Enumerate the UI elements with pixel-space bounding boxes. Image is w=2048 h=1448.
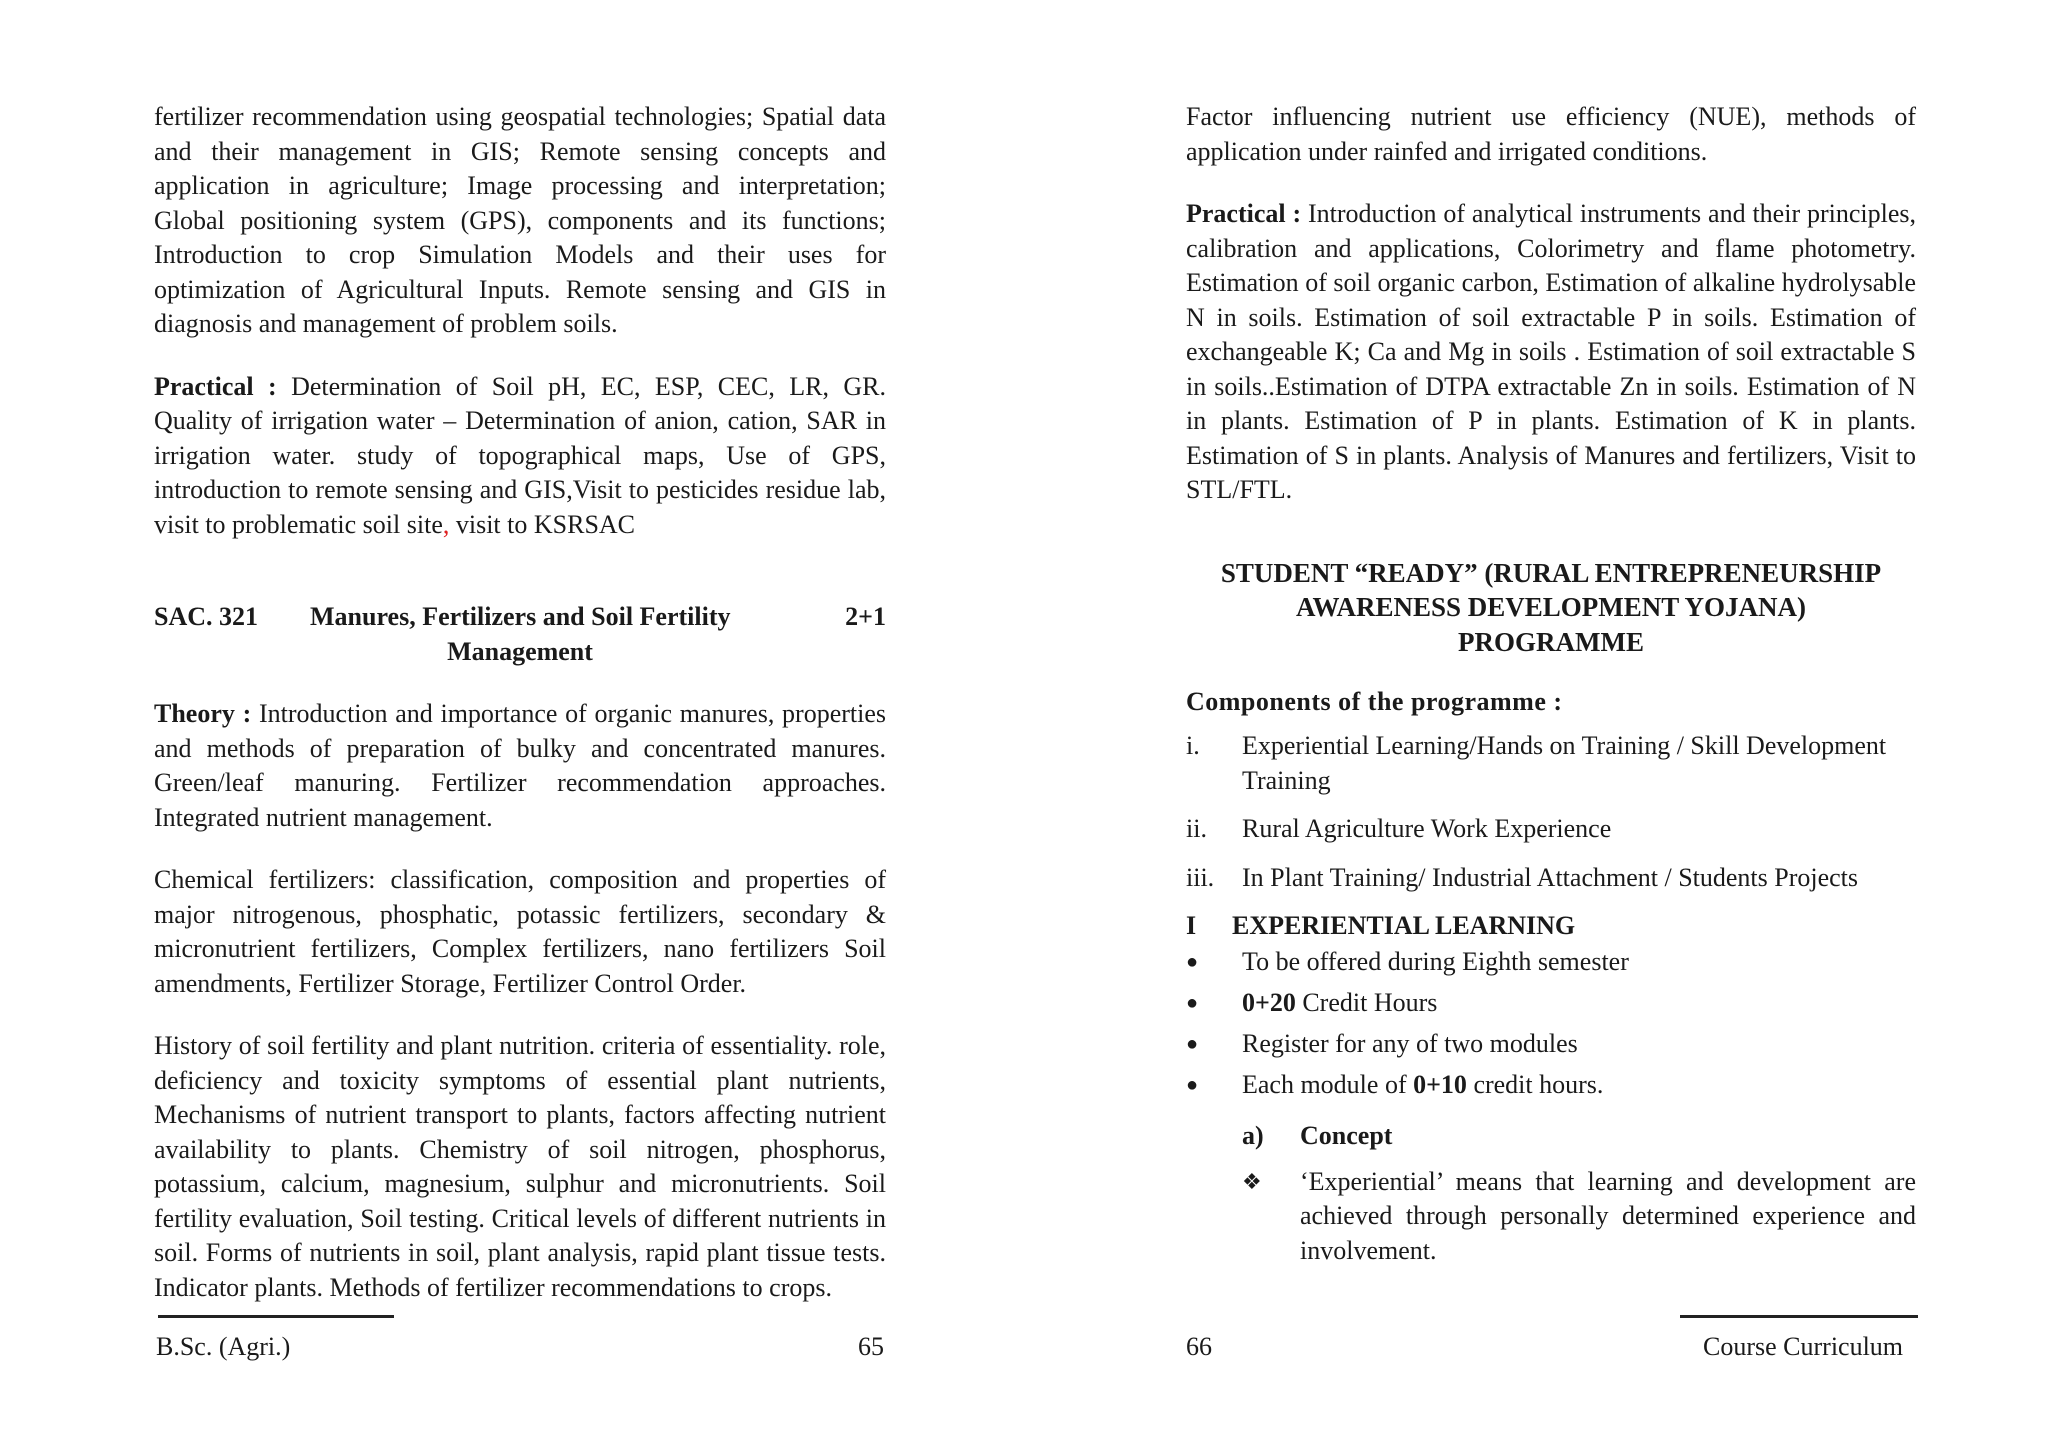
footer-rule: [158, 1315, 394, 1318]
module-text-post: credit hours.: [1466, 1070, 1604, 1099]
footer-label: Course Curriculum: [1703, 1332, 1904, 1361]
subsection-letter: a): [1242, 1120, 1264, 1150]
practical-end: visit to KSRSAC: [449, 509, 636, 539]
list-item: [1186, 986, 1916, 1021]
list-item-text: Experiential Learning/Hands on Training / Skill Development Training: [1242, 731, 1887, 795]
subsection-heading: [1186, 1121, 1916, 1151]
programme-title-line2: AWARENESS DEVELOPMENT YOJANA): [1295, 592, 1807, 622]
credit-value: 0+20: [1242, 988, 1296, 1017]
list-item: [1186, 812, 1916, 847]
footer-rule: [1680, 1315, 1918, 1318]
components-list: [1186, 729, 1916, 895]
page-number: 66: [1186, 1332, 1212, 1361]
module-text-pre: Each module of: [1242, 1070, 1414, 1099]
course-credits: 2+1: [845, 602, 886, 631]
components-heading: Components of the programme :: [1186, 687, 1563, 716]
list-item-number: i.: [1186, 731, 1200, 760]
nue-paragraph: Factor influencing nutrient use efficiency (NUE), methods of application under rainfed and irrigated conditions.: [1186, 102, 1916, 166]
list-item-text: [1242, 986, 1437, 1021]
practical-comma: ,: [442, 509, 450, 539]
list-item-text: Rural Agriculture Work Experience: [1242, 814, 1612, 843]
list-item-text: In Plant Training/ Industrial Attachment / Students Projects: [1242, 862, 1859, 892]
intro-paragraph: fertilizer recommendation using geospatial technologies; Spatial data and their management in GIS; Remote sensing concepts and application in agriculture; Image processing and interpretation; Global positioning system (GPS), components and its functions; Introduction to crop Simulation Models and their uses for optimization of Agricultural Inputs. Remote sensing and GIS in diagnosis and management of problem soils.: [154, 102, 886, 338]
theory-text: Introduction and importance of organic manures, properties and methods of preparation of bulky and concentrated manures. Green/leaf manuring. Fertilizer recommendation approaches. Integrated nutrient management.: [154, 699, 886, 832]
list-item-number: iii.: [1186, 862, 1215, 892]
practical-paragraph: [154, 370, 886, 543]
diamond-bullet-icon: ❖: [1242, 1168, 1262, 1194]
list-item-text: Register for any of two modules: [1242, 1029, 1578, 1058]
programme-title-line3: PROGRAMME: [1458, 626, 1644, 657]
section-heading: [1186, 911, 1916, 941]
concept-item: [1186, 1165, 1916, 1269]
course-title-line2: Management: [447, 636, 593, 666]
section-title: EXPERIENTIAL LEARNING: [1232, 911, 1576, 940]
footer-label: B.Sc. (Agri.): [156, 1332, 291, 1361]
bullet-icon: ●: [1186, 1033, 1199, 1055]
bullet-icon: ●: [1186, 1074, 1199, 1096]
theory-label: Theory :: [154, 699, 252, 728]
course-heading: [154, 600, 886, 669]
list-item: [1186, 1068, 1916, 1103]
course-code: SAC. 321: [154, 602, 259, 631]
practical-label: Practical :: [1186, 199, 1302, 228]
right-page-content: [1186, 100, 1916, 1268]
module-credit-value: 0+10: [1413, 1070, 1467, 1099]
left-page-content: [154, 100, 886, 1305]
practical-label: Practical :: [154, 371, 277, 401]
right-page: [1024, 0, 2048, 1448]
bullet-list: [1186, 945, 1916, 1103]
practical-paragraph: [1186, 197, 1916, 508]
list-item-text: [1242, 1068, 1603, 1103]
list-item-text: To be offered during Eighth semester: [1242, 947, 1629, 976]
theory-paragraph: [154, 697, 886, 835]
bullet-icon: ●: [1186, 951, 1199, 973]
list-item: [1186, 1027, 1916, 1062]
list-item-number: ii.: [1186, 814, 1207, 843]
practical-text: Determination of Soil pH, EC, ESP, CEC, LR, GR. Quality of irrigation water – Determination of anion, cation, SAR in irrigation water. study of topographical maps, Use of GPS, introduction to remote sensing and GIS,Visit to pesticides residue lab, visit to problematic soil site: [154, 371, 886, 539]
programme-title: [1186, 556, 1916, 660]
chemical-fertilizers-paragraph: Chemical fertilizers: classification, composition and properties of major nitrogenous, phosphatic, potassic fertilizers, secondary & micronutrient fertilizers, Complex fertilizers, nano fertilizers Soil amendments, Fertilizer Storage, Fertilizer Control Order.: [154, 865, 886, 998]
subsection-title: Concept: [1300, 1120, 1393, 1150]
list-item: [1186, 861, 1916, 896]
bullet-icon: ●: [1186, 992, 1199, 1014]
list-item: [1186, 945, 1916, 980]
list-item: [1186, 729, 1916, 798]
course-title-line1: Manures, Fertilizers and Soil Fertility: [310, 602, 731, 631]
programme-title-line1: STUDENT “READY” (RURAL ENTREPRENEURSHIP: [1220, 557, 1882, 588]
credit-label: Credit Hours: [1295, 988, 1438, 1017]
section-number: I: [1186, 911, 1197, 940]
practical-text: Introduction of analytical instruments and their principles, calibration and applications, Colorimetry and flame photometry. Estimation of soil organic carbon, Estimation of alkaline hydrolysable N in soils. Estimation of soil extractable P in soils. Estimation of exchangeable K; Ca and Mg in soils . Estimation of soil extractable S in soils..Estimation of DTPA extractable Zn in soils. Estimation of N in plants. Estimation of P in plants. Estimation of K in plants. Estimation of S in plants. Analysis of Manures and fertilizers, Visit to STL/FTL.: [1186, 199, 1916, 504]
history-paragraph: History of soil fertility and plant nutrition. criteria of essentiality. role, deficiency and toxicity symptoms of essential plant nutrients, Mechanisms of nutrient transport to plants, factors affecting nutrient availability to plants. Chemistry of soil nitrogen, phosphorus, potassium, calcium, magnesium, sulphur and micronutrients. Soil fertility evaluation, Soil testing. Critical levels of different nutrients in soil. Forms of nutrients in soil, plant analysis, rapid plant tissue tests. Indicator plants. Methods of fertilizer recommendations to crops.: [154, 1031, 886, 1302]
page-number: 65: [858, 1332, 884, 1361]
concept-text: ‘Experiential’ means that learning and development are achieved through personally determined experience and involvement.: [1300, 1166, 1916, 1265]
